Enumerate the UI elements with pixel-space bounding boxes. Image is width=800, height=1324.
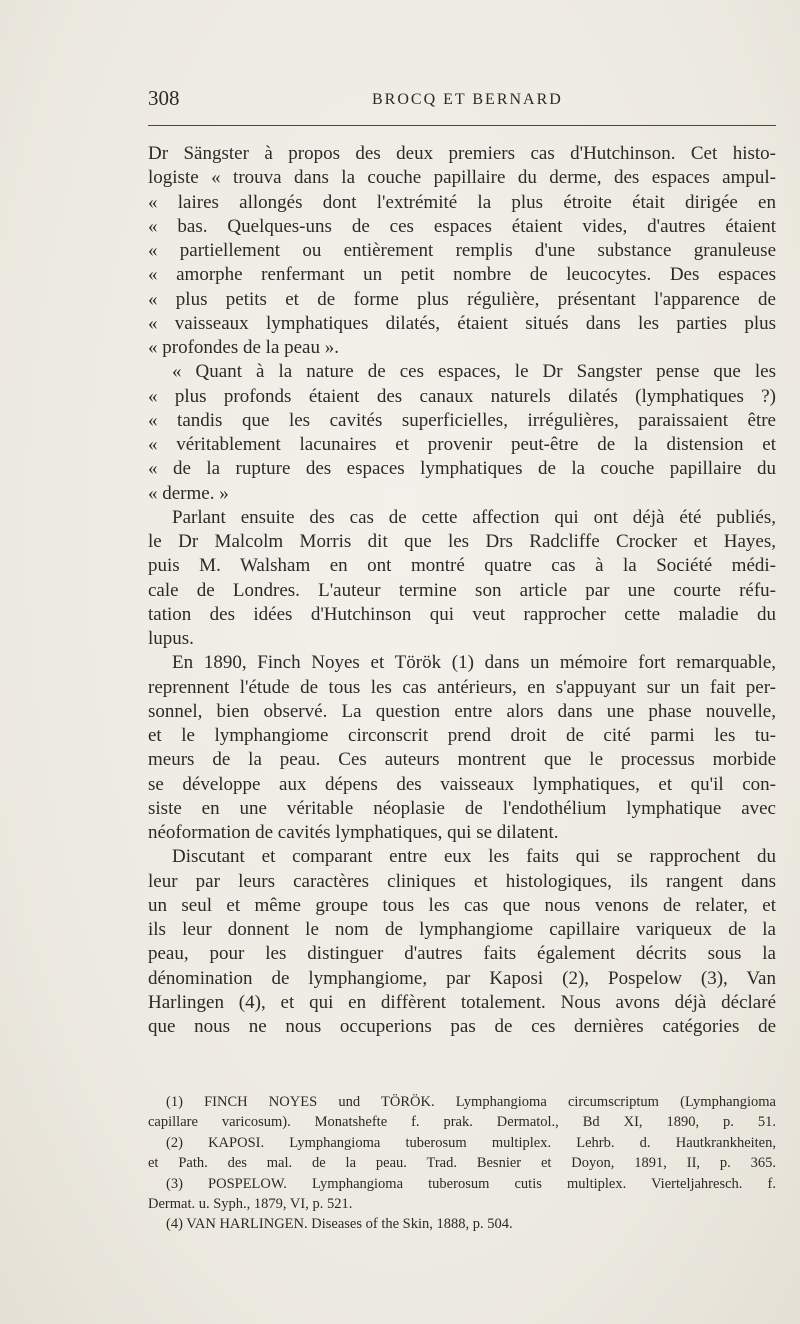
header-rule [148, 125, 776, 126]
text-line: « plus petits et de forme plus régulière, présentant l'apparence de [148, 288, 776, 310]
footnote-line: (2) KAPOSI. Lymphangioma tuberosum multiplex. Lehrb. d. Hautkrankheiten, [166, 1134, 776, 1151]
text-line: siste en une véritable néoplasie de l'endothélium lymphatique avec [148, 797, 776, 819]
text-line: ils leur donnent le nom de lymphangiome capillaire variqueux de la [148, 919, 776, 940]
text-line: « bas. Quelques-uns de ces espaces étaient vides, d'autres étaient [148, 215, 776, 237]
text-line: sonnel, bien observé. La question entre alors dans une phase nouvelle, [148, 700, 776, 722]
text-line: Harlingen (4), et qui en diffèrent totalement. Nous avons déjà déclaré [148, 991, 776, 1013]
footnote-line: (4) VAN HARLINGEN. Diseases of the Skin, 1888, p. 504. [166, 1216, 513, 1233]
text-line: le Dr Malcolm Morris dit que les Drs Radcliffe Crocker et Hayes, [148, 531, 776, 552]
text-line: cale de Londres. L'auteur termine son article par une courte réfu- [148, 579, 776, 601]
text-line: « vaisseaux lymphatiques dilatés, étaient situés dans les parties plus [148, 312, 776, 334]
text-line: tation des idées d'Hutchinson qui veut rapprocher cette maladie du [148, 603, 776, 625]
text-line: que nous ne nous occuperions pas de ces dernières catégories de [148, 1016, 776, 1037]
text-line: se développe aux dépens des vaisseaux lymphatiques, et qu'il con- [148, 773, 776, 795]
footnote-line: (1) FINCH NOYES und TÖRÖK. Lymphangioma circumscriptum (Lymphangioma [166, 1094, 776, 1110]
text-line: Parlant ensuite des cas de cette affection qui ont déjà été publiés, [172, 506, 776, 528]
text-line: logiste « trouva dans la couche papillaire du derme, des espaces ampul- [148, 167, 776, 189]
text-line: « véritablement lacunaires et provenir peut-être de la distension et [148, 434, 776, 455]
text-line: néoformation de cavités lymphatiques, qui se dilatent. [148, 822, 559, 843]
footnote-line: et Path. des mal. de la peau. Trad. Besnier et Doyon, 1891, II, p. 365. [148, 1155, 776, 1172]
text-line: « profondes de la peau ». [148, 337, 339, 358]
footnote-line: (3) POSPELOW. Lymphangioma tuberosum cutis multiplex. Vierteljahresch. f. [166, 1175, 776, 1192]
body-text [148, 142, 776, 1039]
footnotes [148, 1092, 776, 1235]
text-line: et le lymphangiome circonscrit prend droit de cité parmi les tu- [148, 725, 776, 746]
text-line: leur par leurs caractères cliniques et histologiques, ils rangent dans [148, 870, 776, 892]
footnote-line: capillare varicosum). Monatshefte f. prak. Dermatol., Bd XI, 1890, p. 51. [148, 1114, 776, 1131]
text-line: peau, pour les distinguer d'autres faits également décrits sous la [148, 943, 776, 965]
footnote-line: Dermat. u. Syph., 1879, VI, p. 521. [148, 1195, 353, 1212]
text-line: « tandis que les cavités superficielles, irrégulières, paraissaient être [148, 409, 776, 431]
text-line: meurs de la peau. Ces auteurs montrent que le processus morbide [148, 749, 776, 771]
text-line: En 1890, Finch Noyes et Török (1) dans un mémoire fort remarquable, [172, 652, 776, 674]
text-line: « amorphe renfermant un petit nombre de leucocytes. Des espaces [148, 264, 776, 286]
text-line: « plus profonds étaient des canaux naturels dilatés (lymphatiques ?) [148, 385, 776, 407]
text-line: Discutant et comparant entre eux les faits qui se rapprochent du [172, 846, 776, 868]
text-line: un seul et même groupe tous les cas que nous venons de relater, et [148, 894, 776, 916]
text-line: Dr Sängster à propos des deux premiers cas d'Hutchinson. Cet histo- [148, 143, 776, 164]
text-line: puis M. Walsham en ont montré quatre cas à la Société médi- [148, 555, 776, 577]
page-header [148, 86, 776, 116]
text-line: « Quant à la nature de ces espaces, le Dr Sangster pense que les [172, 361, 776, 383]
text-line: reprennent l'étude de tous les cas antérieurs, en s'appuyant sur un fait per- [148, 676, 776, 698]
running-head: BROCQ ET BERNARD [372, 91, 563, 108]
text-line: « de la rupture des espaces lymphatiques de la couche papillaire du [148, 458, 776, 480]
text-line: lupus. [148, 628, 194, 649]
text-line: « laires allongés dont l'extrémité la plus étroite était dirigée en [148, 191, 776, 213]
text-line: « derme. » [148, 482, 229, 504]
text-line: « partiellement ou entièrement remplis d'une substance granuleuse [148, 240, 776, 261]
page-number: 308 [148, 86, 180, 110]
text-line: dénomination de lymphangiome, par Kaposi (2), Pospelow (3), Van [148, 967, 776, 989]
